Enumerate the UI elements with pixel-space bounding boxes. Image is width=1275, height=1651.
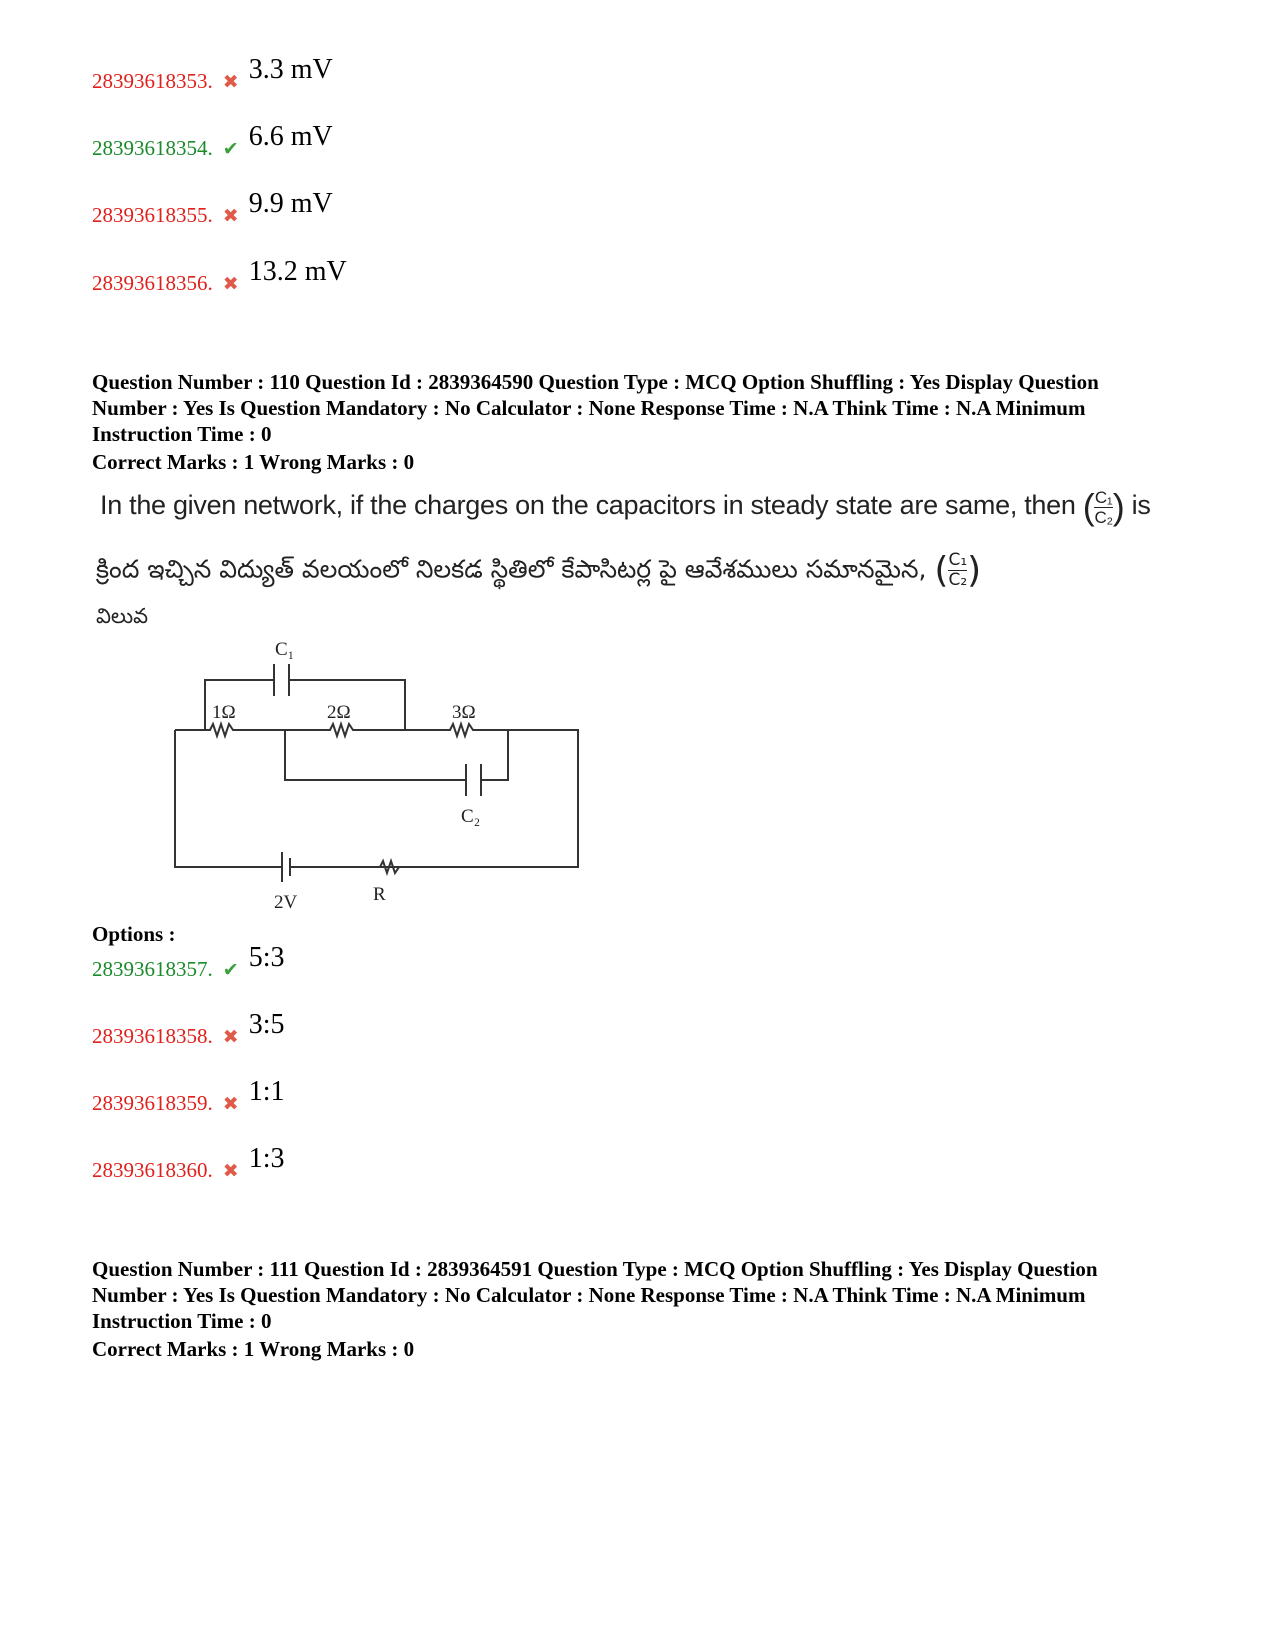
option-value: 1:3 xyxy=(248,1143,285,1174)
cross-icon: ✖ xyxy=(222,1094,239,1115)
label-r: R xyxy=(373,884,386,905)
option-id: 28393618354. xyxy=(92,136,213,160)
label-r2: 2Ω xyxy=(327,702,351,723)
fraction-denominator: C₂ xyxy=(1094,507,1113,527)
label-c2: C₂ xyxy=(461,806,481,827)
option-id: 28393618359. xyxy=(92,1091,213,1115)
option-id: 28393618358. xyxy=(92,1024,213,1048)
cross-icon: ✖ xyxy=(222,274,239,295)
option-row xyxy=(92,942,285,982)
label-r1: 1Ω xyxy=(212,702,236,723)
question-text-telugu-end: విలువ xyxy=(96,604,149,628)
option-value: 5:3 xyxy=(248,942,285,973)
option-id: 28393618357. xyxy=(92,957,213,981)
option-row xyxy=(92,1076,285,1116)
option-value: 3.3 mV xyxy=(248,54,333,85)
question-marks: Correct Marks : 1 Wrong Marks : 0 xyxy=(92,1337,415,1361)
option-row xyxy=(92,1143,285,1183)
fraction: ( $\frac{\text{C₁}}{\text{C₂}}$ ) xyxy=(1082,486,1125,527)
options-label: Options : xyxy=(92,922,176,946)
option-value: 3:5 xyxy=(248,1009,285,1040)
question-marks: Correct Marks : 1 Wrong Marks : 0 xyxy=(92,450,415,474)
option-value: 1:1 xyxy=(248,1076,285,1107)
option-id: 28393618360. xyxy=(92,1158,213,1182)
question-meta: Question Number : 111 Question Id : 2839364591 Question Type : MCQ Option Shuffling : Yes Display Question Number : Yes Is Question Mandatory : No Calculator : None Response Time : N.A Think Time : N.A Minimum Instruction Time : 0 xyxy=(92,1257,1098,1333)
option-id: 28393618353. xyxy=(92,69,213,93)
option-value: 9.9 mV xyxy=(248,188,333,219)
fraction: ( $\frac{\text{C₁}}{\text{C₂}}$ ) xyxy=(934,550,982,591)
check-icon: ✔ xyxy=(222,960,239,981)
option-value: 13.2 mV xyxy=(248,256,347,287)
option-value: 6.6 mV xyxy=(248,121,333,152)
cross-icon: ✖ xyxy=(222,1027,239,1048)
label-r3: 3Ω xyxy=(452,702,476,723)
cross-icon: ✖ xyxy=(222,72,239,93)
label-battery: 2V xyxy=(274,892,298,913)
question-text: క్రింద ఇచ్చిన విద్యుత్ వలయంలో నిలకడ స్థితిలో కేపాసిటర్ల పై ఆవేశములు సమానమైన, xyxy=(96,554,927,584)
option-row xyxy=(92,1009,285,1049)
fraction-numerator: C₁ xyxy=(1094,487,1113,507)
fraction-numerator: C₁ xyxy=(948,550,968,570)
question-text-end: is xyxy=(1131,490,1151,521)
option-id: 28393618355. xyxy=(92,203,213,227)
fraction-denominator: C₂ xyxy=(948,570,968,590)
cross-icon: ✖ xyxy=(222,206,239,227)
option-id: 28393618356. xyxy=(92,271,213,295)
question-meta: Question Number : 110 Question Id : 2839364590 Question Type : MCQ Option Shuffling : Yes Display Question Number : Yes Is Question Mandatory : No Calculator : None Response Time : N.A Think Time : N.A Minimum Instruction Time : 0 xyxy=(92,370,1099,446)
label-c1: C₁ xyxy=(275,639,295,660)
question-text: In the given network, if the charges on the capacitors in steady state are same, then xyxy=(100,490,1076,521)
cross-icon: ✖ xyxy=(222,1161,239,1182)
check-icon: ✔ xyxy=(222,139,239,160)
